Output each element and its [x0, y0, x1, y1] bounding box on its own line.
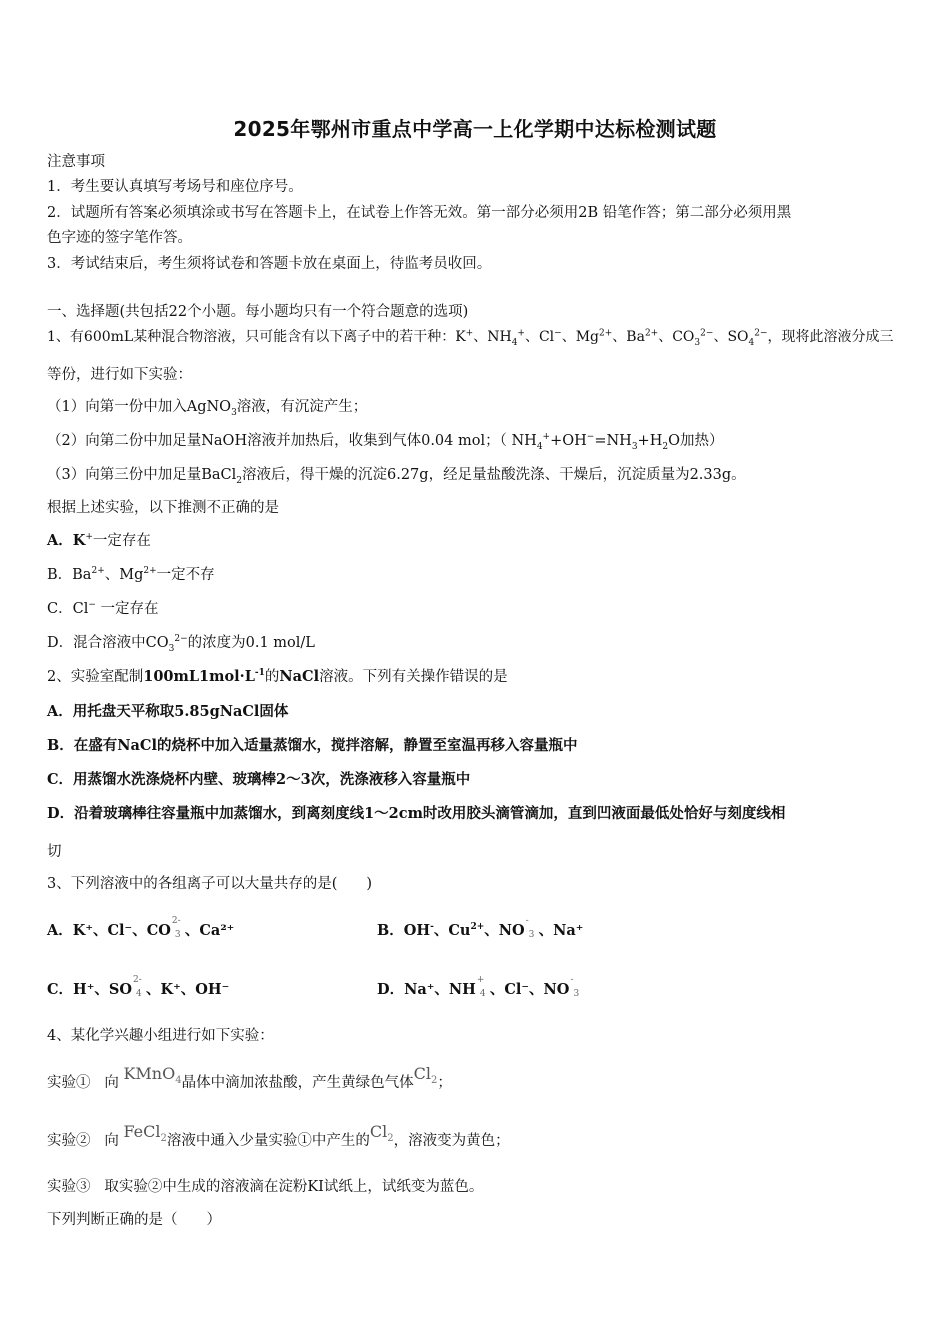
cl2-formula: $Cl_2$ [369, 1122, 394, 1145]
q2-option-c: C．用蒸馏水洗涤烧杯内壁、玻璃棒2～3次，洗涤液移入容量瓶中 [47, 771, 471, 788]
q1-option-b: B．$Ba^{2+}$、$Mg^{2+}$一定不存 [47, 566, 215, 583]
q1-exp-3: （3）向第三份中加足量BaCl$_2$溶液后，得干燥的沉淀6.27g，经足量盐酸洗涤、干燥后，沉淀质量为2.33g。 [47, 467, 746, 486]
notice-item-2: 2．试题所有答案必须填涂或书写在答题卡上，在试卷上作答无效。第一部分必须用2B 铅笔作答；第二部分必须用黑 [47, 205, 792, 221]
q1-option-a: A．K+一定存在 [47, 532, 151, 549]
q2-option-a: A．用托盘天平称取5.85gNaCl固体 [47, 703, 289, 720]
q4-exp-2: 实验② 向 FeCl$_2$溶液中通入少量实验①中产生的$Cl_2$，溶液变为黄色； [47, 1122, 510, 1149]
q2-option-d: D．沿着玻璃棒往容量瓶中加蒸馏水，到离刻度线1～2cm时改用胶头滴管滴加，直到凹液面最低处恰好与刻度线相 [47, 805, 786, 822]
q3-option-d: D．Na⁺、NH + 4 、Cl⁻、NO - 3 [377, 980, 910, 1000]
co3-ion-charge: 2- 3 [171, 916, 181, 940]
notice-item-1: 1．考生要认真填写考场号和座位序号。 [47, 179, 303, 195]
q2-stem: 2、实验室配制$100mL1mol\cdot L^{-1}$的NaCl溶液。下列有关操作错误的是 [47, 668, 508, 685]
q3-option-a: A．K⁺、Cl⁻、CO 2- 3 、Ca²⁺ [47, 916, 235, 940]
q2-option-b: B．在盛有NaCl的烧杯中加入适量蒸馏水，搅拌溶解，静置至室温再移入容量瓶中 [47, 737, 578, 754]
q3-stem: 3、下列溶液中的各组离子可以大量共存的是( ) [47, 876, 373, 892]
no3-ion-charge: - 3 [570, 975, 580, 999]
notice-item-3: 3．考试结束后，考生须将试卷和答题卡放在桌面上，待监考员收回。 [47, 256, 492, 272]
cl2-formula: $Cl_2$ [413, 1064, 438, 1087]
nh4-ion-charge: + 4 [476, 975, 486, 999]
q1-option-c: C．Cl− 一定存在 [47, 600, 159, 617]
q4-exp-1: 实验① 向 KMnO$_4$晶体中滴加浓盐酸，产生黄绿色气体$Cl_2$； [47, 1064, 452, 1091]
q4-stem: 4、某化学兴趣小组进行如下实验： [47, 1028, 274, 1044]
q4-exp-3: 实验③ 取实验②中生成的溶液滴在淀粉KI试纸上，试纸变为蓝色。 [47, 1179, 484, 1195]
so4-ion-charge: 2- 4 [133, 975, 142, 999]
q3-option-b: B．OH-、$Cu^{2+}$、NO - 3 、Na⁺ [377, 916, 584, 940]
no3-ion-charge: - 3 [525, 916, 535, 940]
q1-exp-2: （2）向第二份中加足量NaOH溶液并加热后，收集到气体0.04 mol；（ $NH_4^++OH^-=NH_3+H_2O$加热） [47, 432, 724, 452]
q3-option-c: C．H⁺、SO 2- 4 、K⁺、OH⁻ [47, 975, 230, 999]
q1-stem-cont: 等份，进行如下实验： [47, 367, 192, 383]
section-heading: 一、选择题(共包括22个小题。每小题均只有一个符合题意的选项) [47, 304, 469, 320]
q1-question: 根据上述实验，以下推测不正确的是 [47, 500, 279, 516]
notice-item-2-cont: 色字迹的签字笔作答。 [47, 230, 192, 246]
fecl2-formula: FeCl$_2$ [123, 1122, 167, 1145]
q2-option-d-cont: 切 [47, 844, 62, 860]
q4-question: 下列判断正确的是（ ） [47, 1212, 221, 1228]
page-title: 2025年鄂州市重点中学高一上化学期中达标检测试题 [233, 117, 717, 141]
q1-stem: 1、有600mL某种混合物溶液，只可能含有以下离子中的若干种：K+、$NH_4^+$、Cl−、$Mg^{2+}$、$Ba^{2+}$、$CO_3^{2-}$、$SO_4^{2-}$，现将此溶液分成三 [47, 328, 894, 348]
kmno4-formula: KMnO$_4$ [123, 1064, 182, 1087]
notice-heading: 注意事项 [47, 154, 105, 170]
q1-exp-1: （1）向第一份中加入AgNO$_3$溶液，有沉淀产生； [47, 399, 368, 418]
q1-option-d: D．混合溶液中$CO_3^{2-}$的浓度为0.1 mol/L [47, 634, 315, 654]
